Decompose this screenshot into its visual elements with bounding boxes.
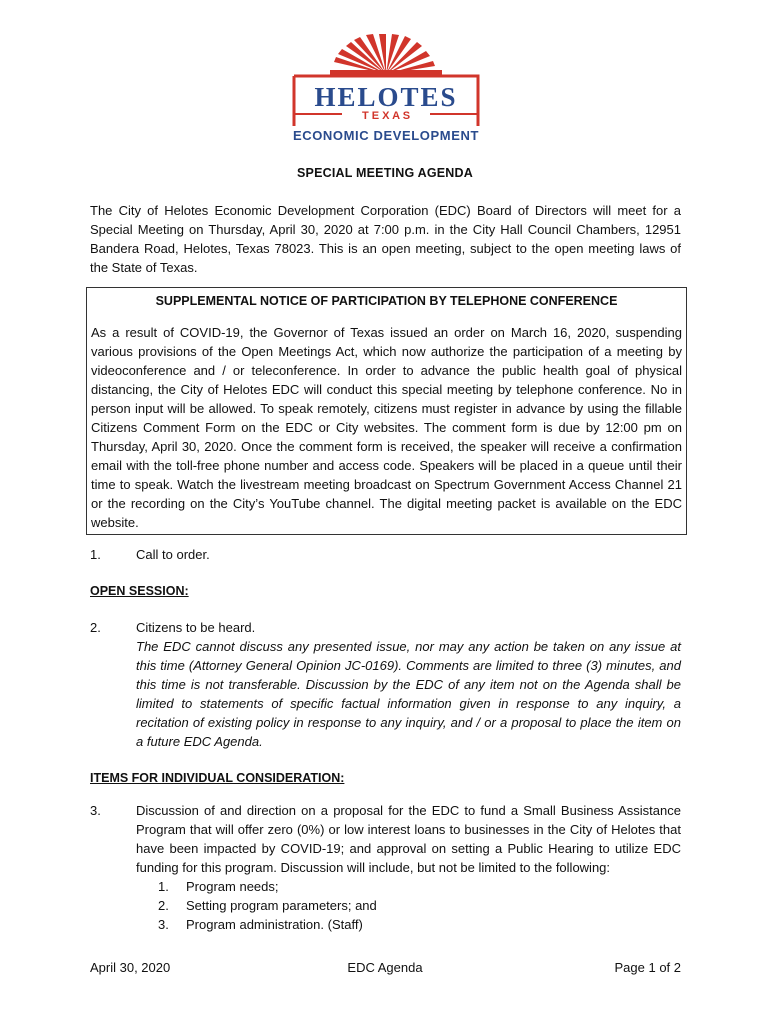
- sub-list: [136, 877, 681, 934]
- item-description: Discussion of and direction on a proposal for the EDC to fund a Small Business Assistance Program that will offer zero (0%) or low interest loans to businesses in the City of Helotes that have been impacted by COVID-19; and approval on setting a Public Hearing to utilize EDC funding for this program. Discussion will include, but not be limited to the following:: [136, 803, 681, 875]
- item-number: 3.: [90, 803, 101, 818]
- section-open-session: OPEN SESSION:: [90, 584, 189, 598]
- sub-text: Program administration. (Staff): [186, 917, 363, 932]
- sub-number: 2.: [158, 898, 169, 913]
- notice-title: SUPPLEMENTAL NOTICE OF PARTICIPATION BY TELEPHONE CONFERENCE: [155, 294, 618, 308]
- sub-number: 1.: [158, 879, 169, 894]
- sub-list-item: [136, 896, 681, 915]
- footer-page-number: Page 1 of 2: [614, 960, 681, 975]
- helotes-logo: [280, 34, 492, 149]
- logo-name: HELOTES: [314, 82, 458, 112]
- page-title: SPECIAL MEETING AGENDA: [297, 166, 473, 180]
- footer-date: April 30, 2020: [90, 960, 171, 975]
- item-number: 1.: [90, 547, 101, 562]
- item-text: Citizens to be heard.: [136, 620, 256, 635]
- item-text: Call to order.: [136, 547, 210, 562]
- sub-list-item: [136, 877, 681, 896]
- footer-title: EDC Agenda: [347, 960, 423, 975]
- sub-number: 3.: [158, 917, 169, 932]
- item-note: The EDC cannot discuss any presented issue, nor may any action be taken on any issue at this time (Attorney General Opinion JC-0169). Comments are limited to three (3) minutes, and this time is not transferable. Discussion by the EDC of any item not on the Agenda shall be limited to statements of specific factual information given in response to any inquiry, a recitation of existing policy in response to any inquiry, and / or a proposal to place the item on a future EDC Agenda.: [136, 639, 681, 749]
- sub-text: Program needs;: [186, 879, 279, 894]
- notice-body: As a result of COVID-19, the Governor of Texas issued an order on March 16, 2020, suspending various provisions of the Open Meetings Act, which now authorize the participation of a meeting by videoconference and / or teleconference. In order to advance the public health goal of physical distancing, the City of Helotes EDC will conduct this special meeting by telephone conference. No in person input will be allowed. To speak remotely, citizens must register in advance by using the fillable Citizens Comment Form on the EDC or City websites. The comment form is due by 12:00 pm on Thursday, April 30, 2020. Once the comment form is received, the speaker will receive a confirmation email with the toll-free phone number and access code. Speakers will be placed in a queue until their time to speak. Watch the livestream meeting broadcast on Spectrum Government Access Channel 21 or the recording on the City’s YouTube channel. The digital meeting packet is available on the EDC website.: [91, 325, 682, 530]
- intro-paragraph: The City of Helotes Economic Development Corporation (EDC) Board of Directors will meet for a Special Meeting on Thursday, April 30, 2020 at 7:00 p.m. in the City Hall Council Chambers, 12951 Bandera Road, Helotes, Texas 78023. This is an open meeting, subject to the open meeting laws of the State of Texas.: [90, 203, 681, 275]
- notice-box: [86, 287, 687, 535]
- section-individual-consideration: ITEMS FOR INDIVIDUAL CONSIDERATION:: [90, 771, 345, 785]
- item-number: 2.: [90, 620, 101, 635]
- sub-text: Setting program parameters; and: [186, 898, 377, 913]
- item-text: [136, 801, 681, 934]
- logo-state: T E X A S: [361, 110, 411, 122]
- windmill-logo-graphic: [280, 34, 492, 126]
- logo-tagline: ECONOMIC DEVELOPMENT: [292, 128, 480, 143]
- sub-list-item: [136, 915, 681, 934]
